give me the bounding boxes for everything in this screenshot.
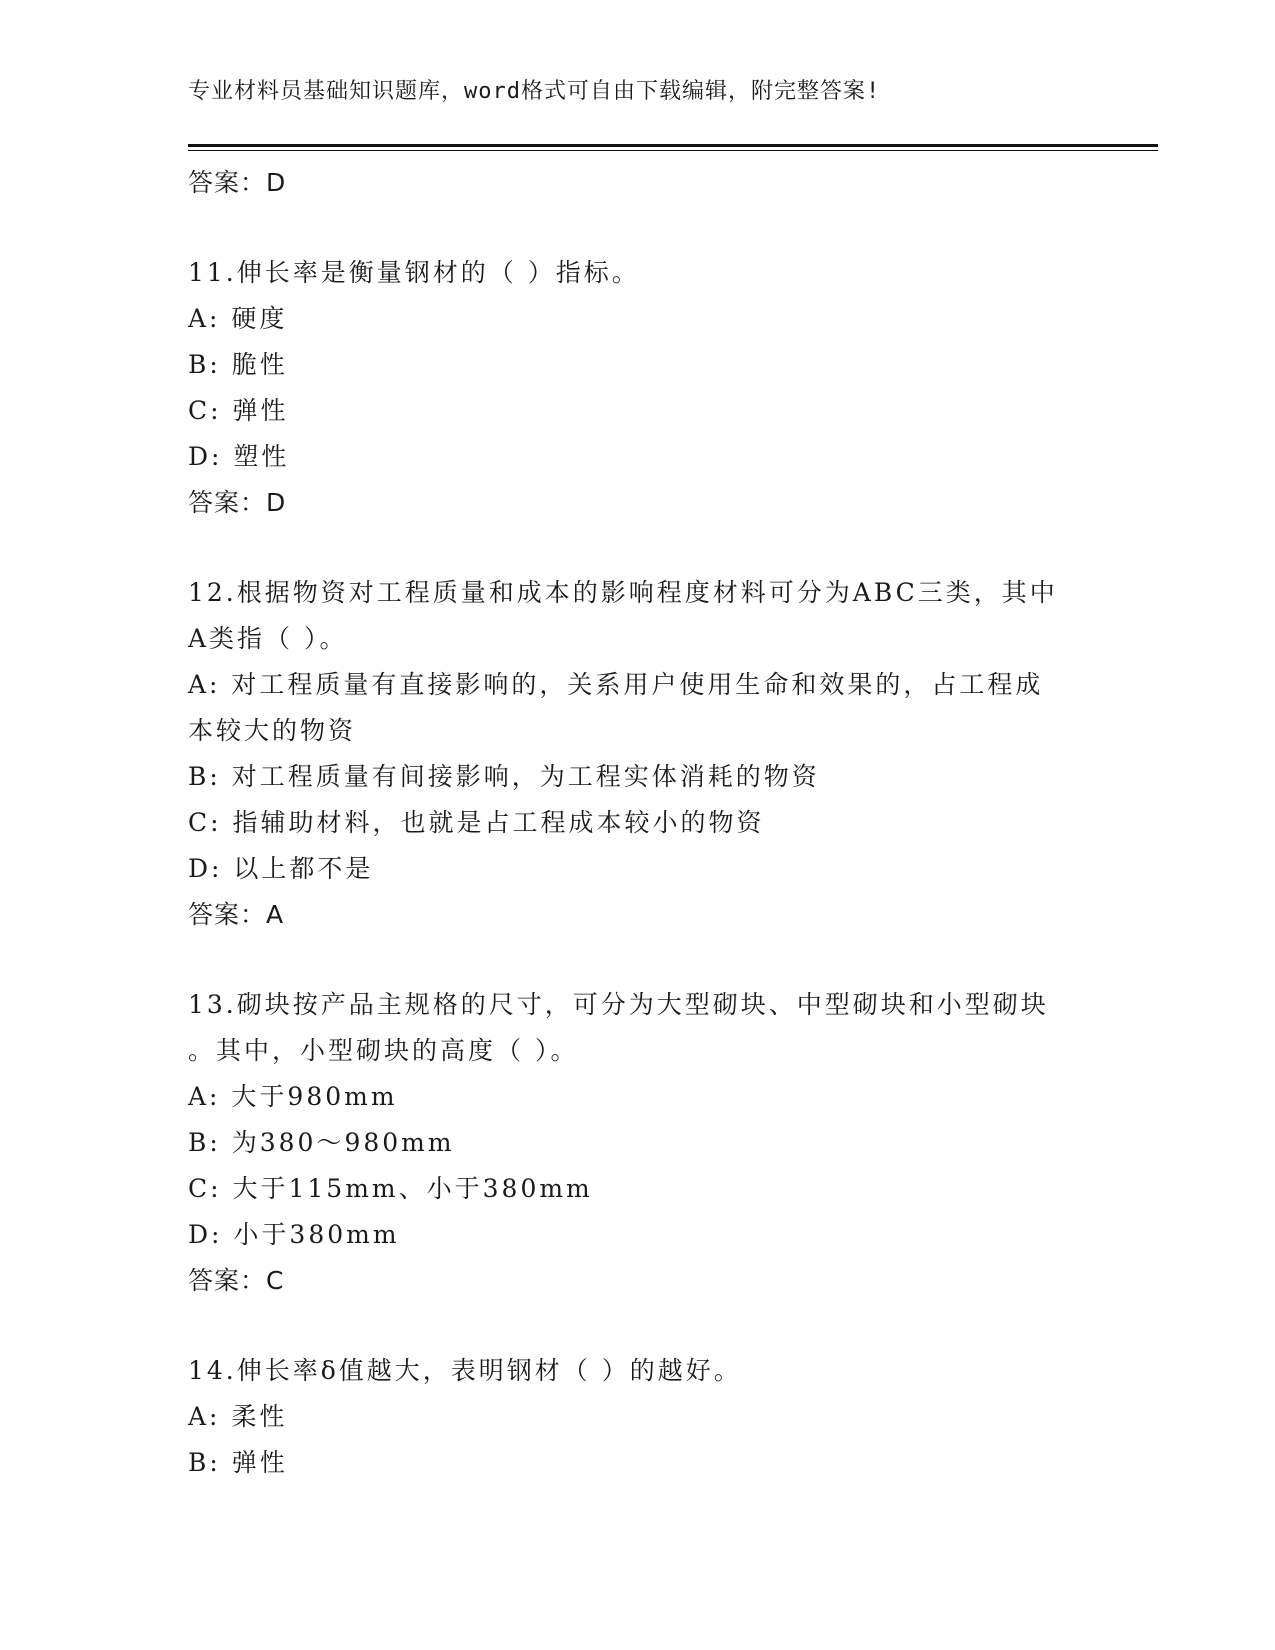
option-a: A: 柔性 [188,1402,288,1431]
answer: 答案：A [188,900,285,929]
question-stem: 12.根据物资对工程质量和成本的影响程度材料可分为ABC三类，其中 [188,578,1058,607]
question-14 [188,1348,1088,1486]
option-c: C: 指辅助材料，也就是占工程成本较小的物资 [188,808,765,837]
header-rule-thin [188,150,1158,151]
question-11 [188,250,1088,526]
option-c: C: 大于115mm、小于380mm [188,1174,593,1203]
question-stem: 13.砌块按产品主规格的尺寸，可分为大型砌块、中型砌块和小型砌块 [188,990,1049,1019]
option-a-continued: 本较大的物资 [188,716,357,745]
spacer [188,526,1088,570]
option-b: B: 为380～980mm [188,1128,455,1157]
question-12 [188,570,1088,938]
option-d: D: 小于380mm [188,1220,400,1249]
question-13 [188,982,1088,1304]
option-a: A: 大于980mm [188,1082,398,1111]
question-list [188,160,1088,1486]
page-header: 专业材料员基础知识题库，word格式可自由下载编辑，附完整答案! [188,79,881,104]
question-stem-continued: 。其中，小型砌块的高度（ ）。 [188,1036,579,1065]
question-stem: 14.伸长率δ值越大，表明钢材（ ）的越好。 [188,1356,742,1385]
option-d: D: 塑性 [188,442,290,471]
spacer [188,1304,1088,1348]
option-d: D: 以上都不是 [188,854,374,883]
spacer [188,206,1088,250]
answer: 答案：C [188,1266,285,1295]
option-b: B: 脆性 [188,350,288,379]
previous-answer: 答案：D [188,168,287,197]
option-b: B: 弹性 [188,1448,288,1477]
spacer [188,938,1088,982]
question-stem: 11.伸长率是衡量钢材的（ ）指标。 [188,258,640,287]
option-c: C: 弹性 [188,396,289,425]
option-b: B: 对工程质量有间接影响，为工程实体消耗的物资 [188,762,820,791]
header-rule-thick [188,144,1158,147]
option-a: A: 硬度 [188,304,288,333]
question-stem-continued: A类指（ ）。 [188,624,348,653]
option-a: A: 对工程质量有直接影响的，关系用户使用生命和效果的，占工程成 [188,670,1044,699]
answer: 答案：D [188,488,287,517]
